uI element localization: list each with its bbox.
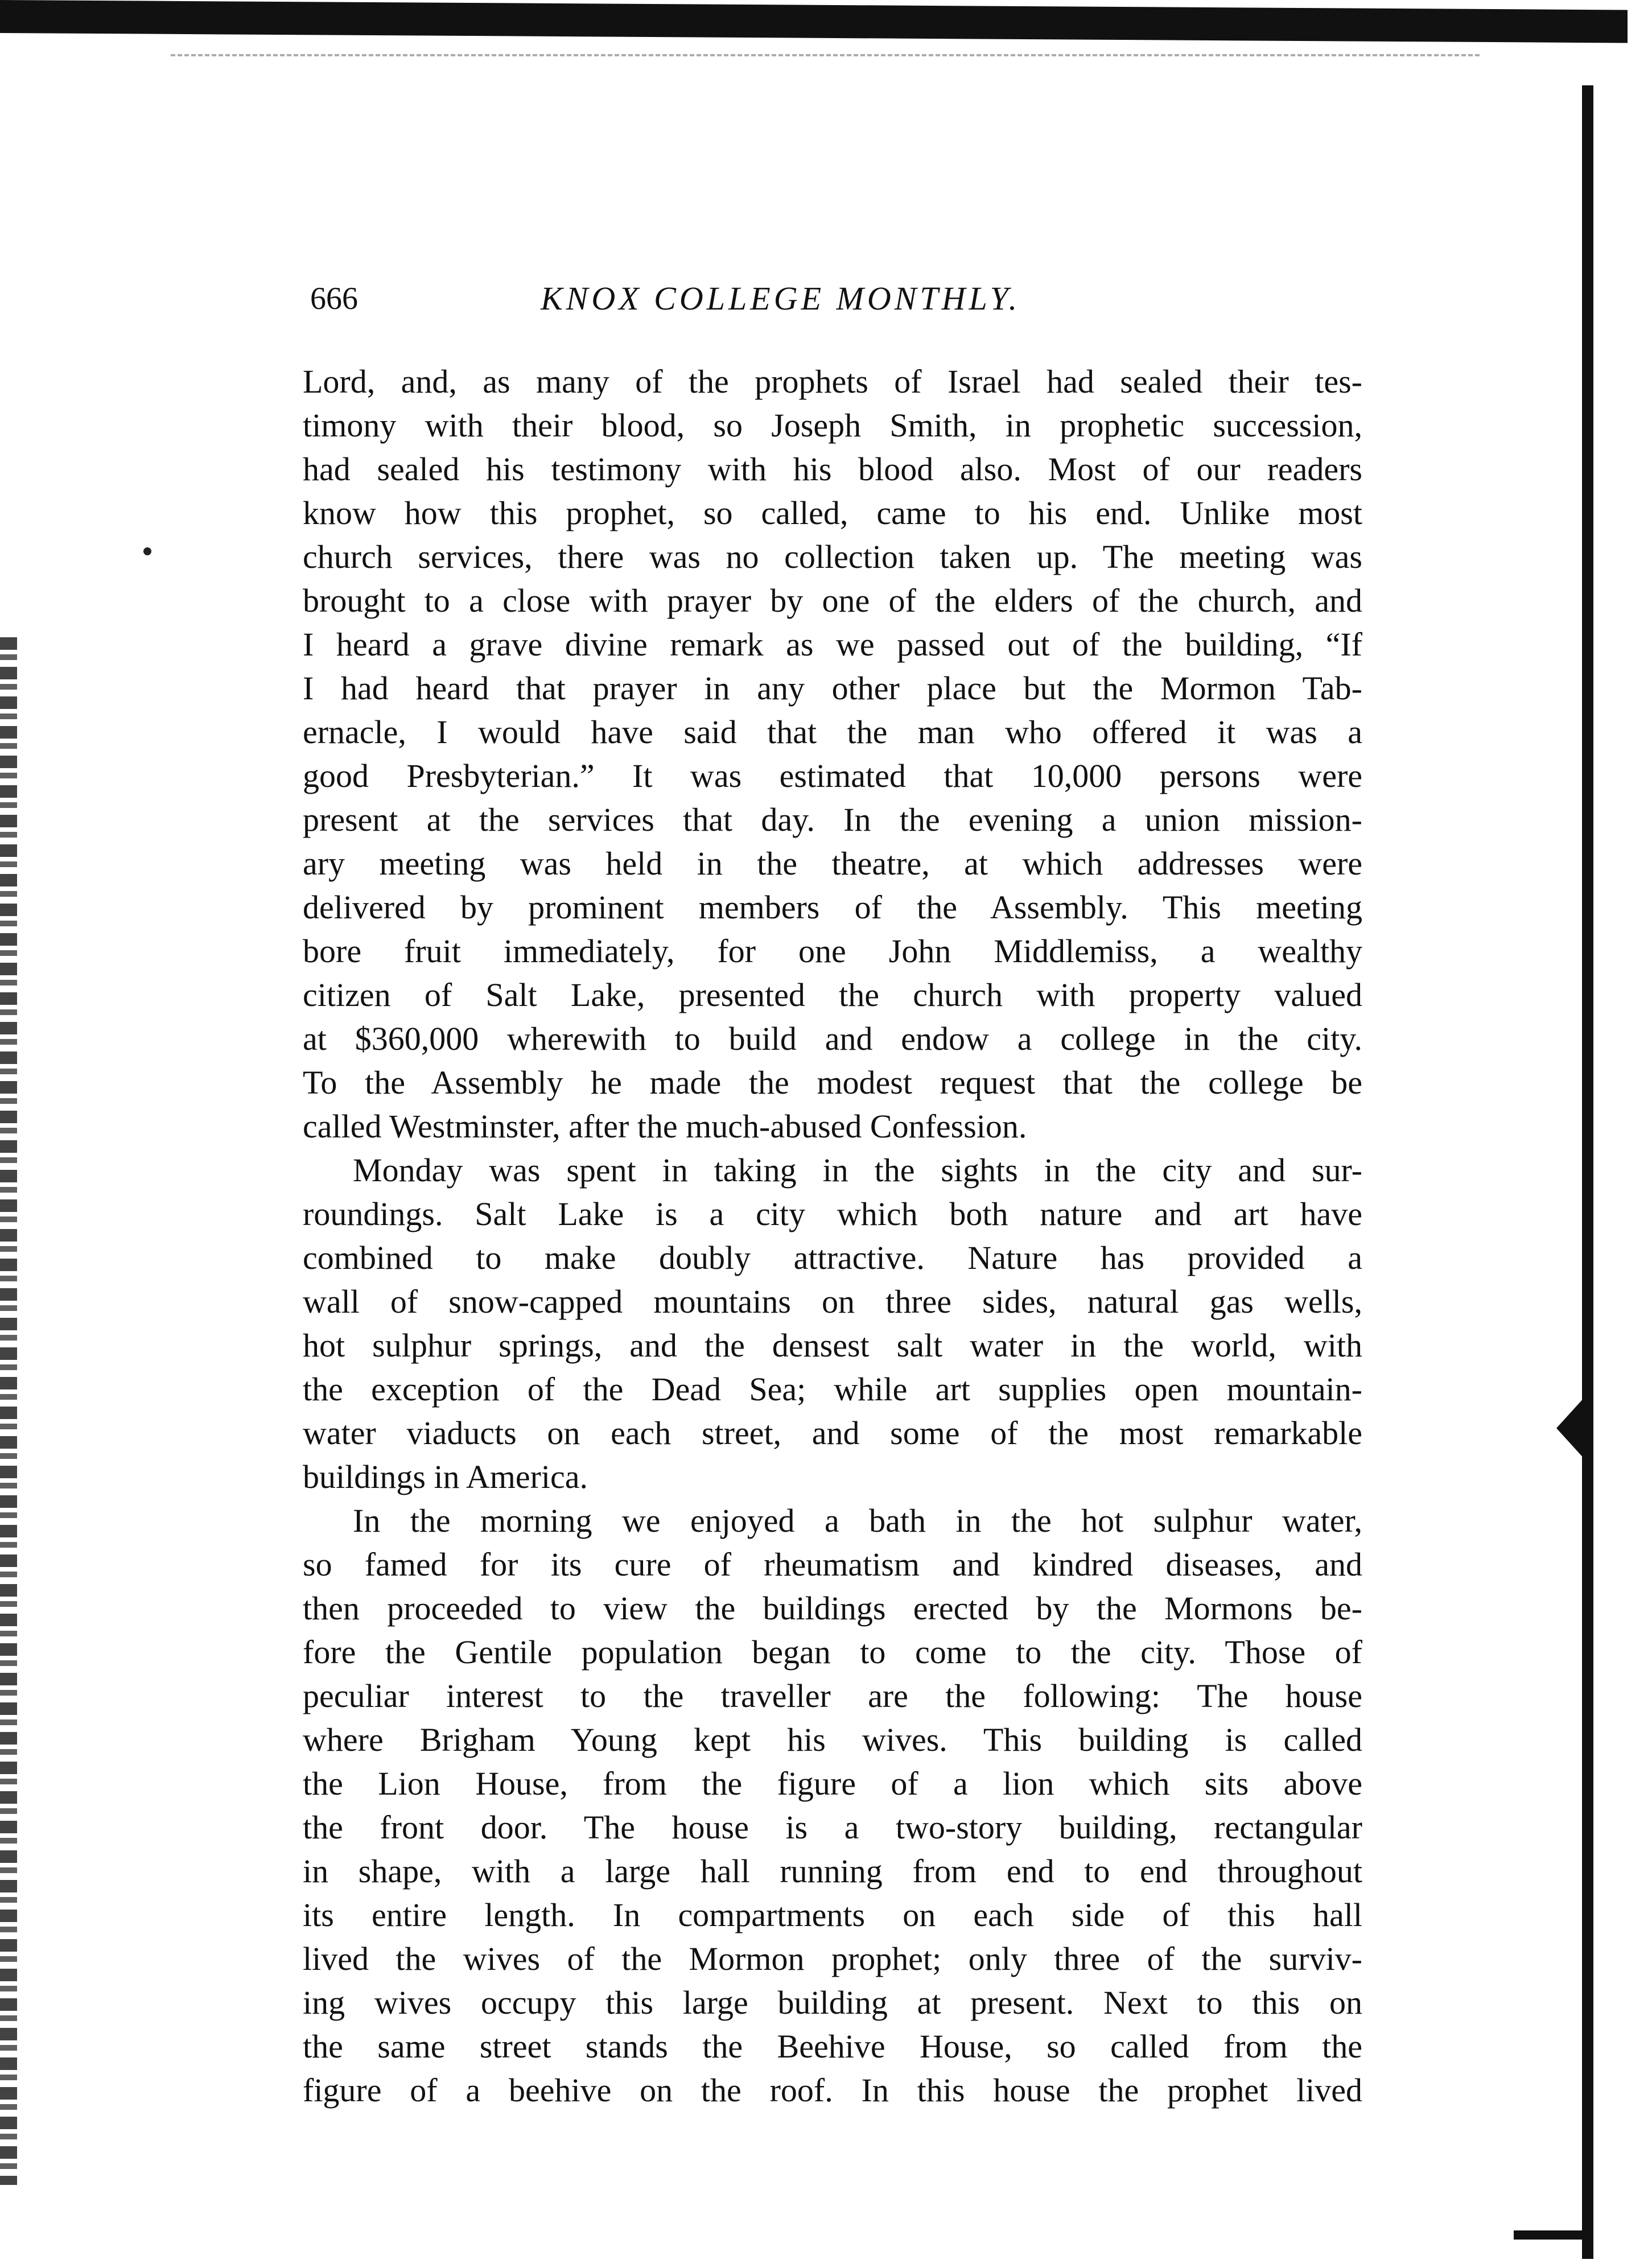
text-line: brought to a close with prayer by one of the elders of the church, and xyxy=(303,582,1362,619)
scan-binding-edge xyxy=(0,637,17,2185)
scan-border-top xyxy=(0,0,1628,43)
text-line: I had heard that prayer in any other place but the Mormon Tab- xyxy=(303,670,1362,707)
text-line: ernacle, I would have said that the man who offered it was a xyxy=(303,714,1362,750)
paragraph xyxy=(303,1499,1362,2112)
text-line: the front door. The house is a two-story building, rectangular xyxy=(303,1809,1362,1846)
text-line: figure of a beehive on the roof. In this house the prophet lived xyxy=(303,2072,1362,2109)
scan-border-bottom xyxy=(1514,2230,1593,2240)
text-line: citizen of Salt Lake, presented the church with property valued xyxy=(303,976,1362,1013)
text-line: ary meeting was held in the theatre, at which addresses were xyxy=(303,845,1362,882)
text-line: peculiar interest to the traveller are the following: The house xyxy=(303,1677,1362,1714)
running-title: KNOX COLLEGE MONTHLY. xyxy=(541,280,1021,317)
text-line: bore fruit immediately, for one John Middlemiss, a wealthy xyxy=(303,933,1362,970)
text-line: I heard a grave divine remark as we passed out of the building, “If xyxy=(303,626,1362,663)
text-line: where Brigham Young kept his wives. This building is called xyxy=(303,1721,1362,1758)
text-line: in shape, with a large hall running from end to end throughout xyxy=(303,1853,1362,1890)
text-line: delivered by prominent members of the Assembly. This meeting xyxy=(303,889,1362,926)
text-line: had sealed his testimony with his blood also. Most of our readers xyxy=(303,451,1362,488)
text-line: at $360,000 wherewith to build and endow a college in the city. xyxy=(303,1020,1362,1057)
text-line: roundings. Salt Lake is a city which both nature and art have xyxy=(303,1195,1362,1232)
page-header xyxy=(310,276,1391,321)
paragraph xyxy=(303,360,1362,1148)
text-line: know how this prophet, so called, came to his end. Unlike most xyxy=(303,494,1362,531)
scan-speck xyxy=(143,547,151,555)
text-line: combined to make doubly attractive. Nature has provided a xyxy=(303,1239,1362,1276)
article-body xyxy=(303,360,1362,2112)
text-line: ing wives occupy this large building at present. Next to this on xyxy=(303,1984,1362,2021)
text-line: the Lion House, from the figure of a lion which sits above xyxy=(303,1765,1362,1802)
paragraph xyxy=(303,1148,1362,1499)
text-line: its entire length. In compartments on each side of this hall xyxy=(303,1896,1362,1933)
page-number: 666 xyxy=(310,281,358,316)
text-line: then proceeded to view the buildings erected by the Mormons be- xyxy=(303,1590,1362,1627)
text-line: fore the Gentile population began to come to the city. Those of xyxy=(303,1634,1362,1671)
text-line: the exception of the Dead Sea; while art supplies open mountain- xyxy=(303,1371,1362,1408)
text-line: To the Assembly he made the modest request that the college be xyxy=(303,1064,1362,1101)
text-line: Lord, and, as many of the prophets of Israel had sealed their tes- xyxy=(303,363,1362,400)
text-line: the same street stands the Beehive House, so called from the xyxy=(303,2028,1362,2065)
text-line: buildings in America. xyxy=(303,1458,588,1495)
text-line: called Westminster, after the much-abused Confession. xyxy=(303,1108,1027,1145)
text-line: present at the services that day. In the evening a union mission- xyxy=(303,801,1362,838)
scan-page-tab xyxy=(1556,1397,1585,1459)
text-line: Monday was spent in taking in the sights in the city and sur- xyxy=(353,1152,1362,1189)
text-line: hot sulphur springs, and the densest salt water in the world, with xyxy=(303,1327,1362,1364)
text-line: wall of snow-capped mountains on three sides, natural gas wells, xyxy=(303,1283,1362,1320)
text-line: good Presbyterian.” It was estimated that 10,000 persons were xyxy=(303,757,1362,794)
text-line: In the morning we enjoyed a bath in the hot sulphur water, xyxy=(353,1502,1362,1539)
scan-noise-dashes xyxy=(171,54,1480,56)
scan-border-right xyxy=(1582,85,1593,2259)
text-line: water viaducts on each street, and some of the most remarkable xyxy=(303,1415,1362,1451)
text-line: lived the wives of the Mormon prophet; only three of the surviv- xyxy=(303,1940,1362,1977)
text-line: timony with their blood, so Joseph Smith, in prophetic succession, xyxy=(303,407,1362,444)
text-line: church services, there was no collection taken up. The meeting was xyxy=(303,538,1362,575)
text-line: so famed for its cure of rheumatism and kindred diseases, and xyxy=(303,1546,1362,1583)
